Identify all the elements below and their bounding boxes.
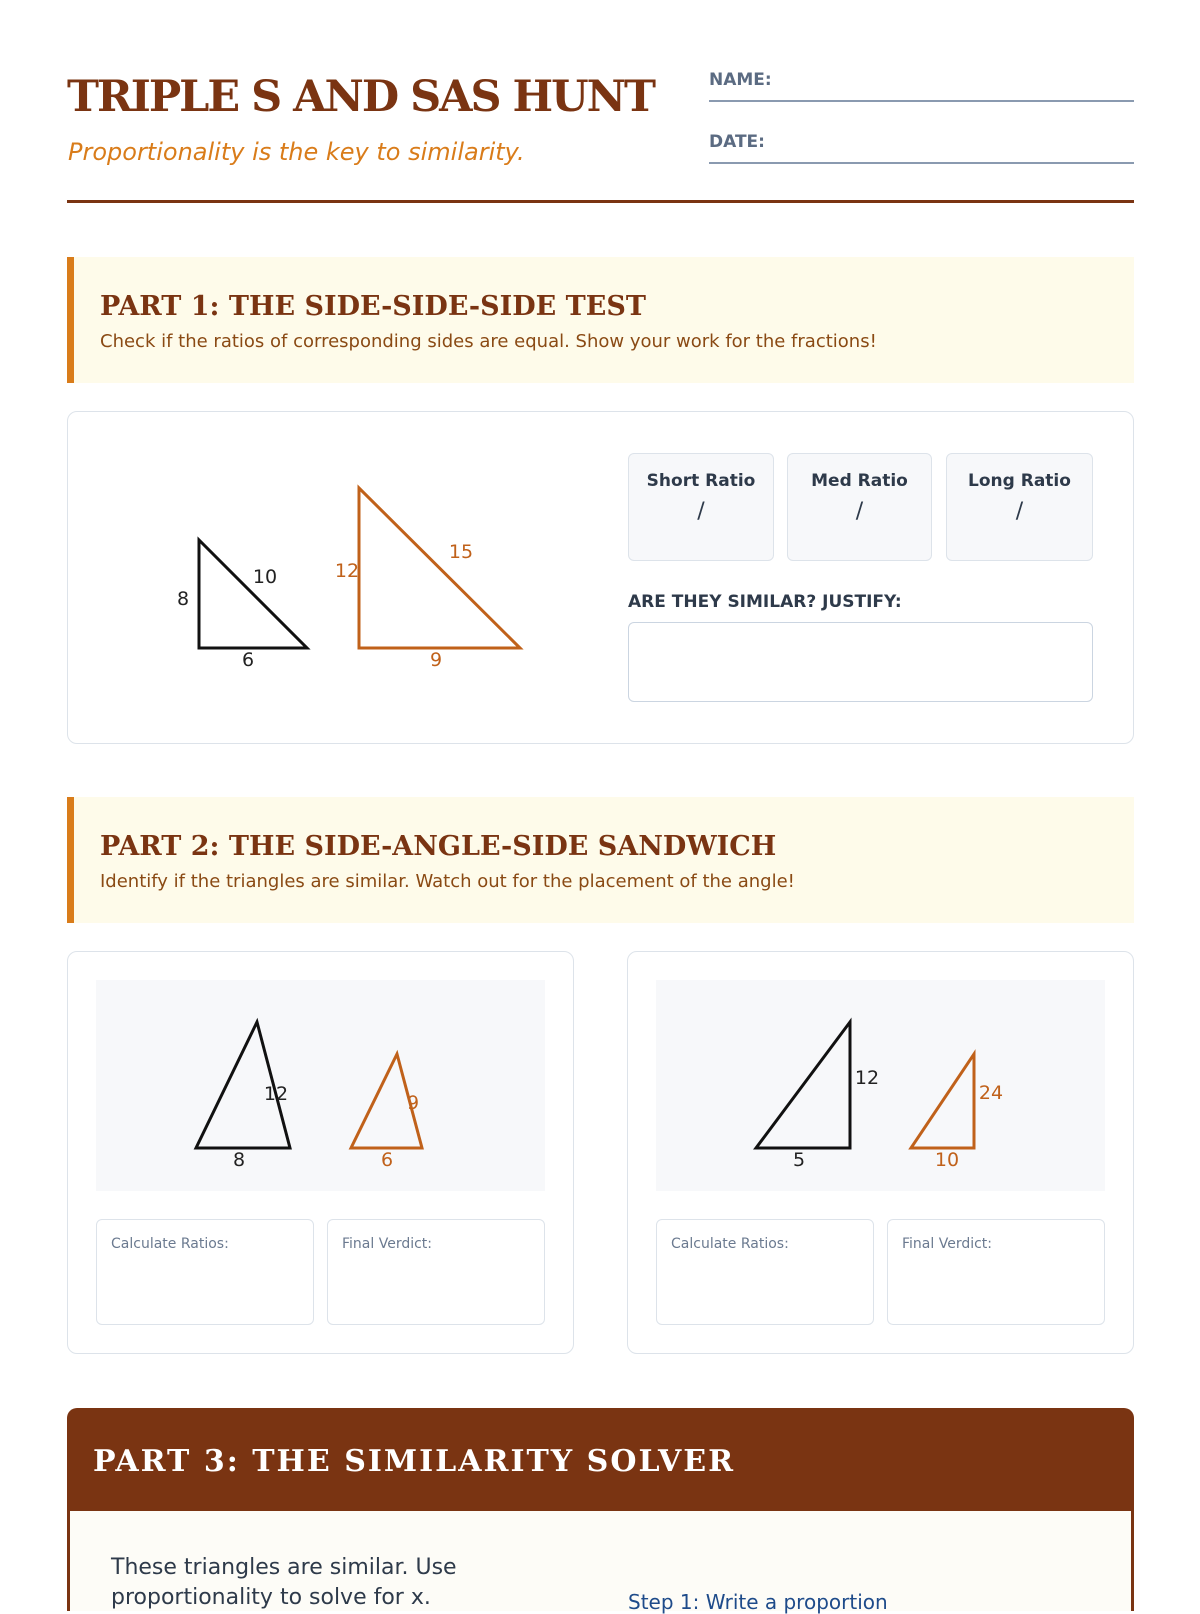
p2a-tri1-base-label: 8 bbox=[232, 1149, 246, 1171]
date-label: DATE: bbox=[709, 132, 765, 152]
p2b-triangle-1 bbox=[756, 1022, 850, 1148]
p2b-verdict-label: Final Verdict: bbox=[902, 1236, 993, 1252]
part1-heading: PART 1: THE SIDE-SIDE-SIDE TEST bbox=[100, 291, 646, 322]
header-divider bbox=[67, 200, 1134, 203]
part2-instructions: Identify if the triangles are similar. Watch out for the placement of the angle! bbox=[100, 871, 795, 892]
p2b-tri2-side-label: 24 bbox=[978, 1082, 1004, 1104]
part1-instructions: Check if the ratios of corresponding sides are equal. Show your work for the fractions! bbox=[100, 331, 877, 352]
date-field[interactable] bbox=[709, 162, 1134, 164]
large-triangle bbox=[359, 488, 520, 648]
p2b-triangle-2 bbox=[911, 1054, 974, 1148]
short-ratio-label: Short Ratio bbox=[646, 471, 756, 491]
p2b-tri2-base-label: 10 bbox=[934, 1149, 960, 1171]
part1-triangles-figure bbox=[160, 470, 540, 680]
small-side-a-label: 8 bbox=[176, 588, 190, 610]
page-subtitle: Proportionality is the key to similarity. bbox=[68, 138, 525, 166]
part3-heading: PART 3: THE SIMILARITY SOLVER bbox=[93, 1444, 736, 1479]
p2a-calculate-box[interactable] bbox=[96, 1219, 314, 1325]
part1-banner bbox=[67, 257, 1134, 383]
large-base-label: 9 bbox=[429, 649, 443, 671]
p2a-verdict-box[interactable] bbox=[327, 1219, 545, 1325]
small-triangle bbox=[199, 540, 307, 648]
p2b-verdict-box[interactable] bbox=[887, 1219, 1105, 1325]
p2b-tri1-base-label: 5 bbox=[792, 1149, 806, 1171]
small-base-label: 6 bbox=[241, 649, 255, 671]
long-ratio-value: / bbox=[1015, 499, 1024, 524]
part2-figure-2 bbox=[656, 980, 1105, 1191]
part2-heading: PART 2: THE SIDE-ANGLE-SIDE SANDWICH bbox=[100, 831, 777, 862]
part2-banner bbox=[67, 797, 1134, 923]
part2-figure-1 bbox=[96, 980, 545, 1191]
p2a-tri2-base-label: 6 bbox=[380, 1149, 394, 1171]
page-title: TRIPLE S AND SAS HUNT bbox=[67, 72, 654, 122]
part3-step-label: Step 1: Write a proportion bbox=[628, 1590, 888, 1614]
justify-answer-box[interactable] bbox=[628, 622, 1093, 702]
med-ratio-box[interactable] bbox=[787, 453, 932, 561]
p2a-tri1-side-label: 12 bbox=[263, 1083, 289, 1105]
long-ratio-label: Long Ratio bbox=[968, 471, 1071, 491]
small-hyp-label: 10 bbox=[252, 566, 278, 588]
p2b-calculate-box[interactable] bbox=[656, 1219, 874, 1325]
med-ratio-value: / bbox=[855, 499, 864, 524]
part3-header bbox=[67, 1408, 1134, 1511]
name-label: NAME: bbox=[709, 70, 772, 90]
med-ratio-label: Med Ratio bbox=[811, 471, 908, 491]
short-ratio-box[interactable] bbox=[628, 453, 774, 561]
p2b-tri1-side-label: 12 bbox=[854, 1067, 880, 1089]
p2a-verdict-label: Final Verdict: bbox=[342, 1236, 433, 1252]
short-ratio-value: / bbox=[697, 499, 705, 524]
p2a-calculate-label: Calculate Ratios: bbox=[111, 1236, 229, 1252]
p2a-tri2-side-label: 9 bbox=[406, 1092, 420, 1114]
large-hyp-label: 15 bbox=[448, 541, 474, 563]
justify-label: ARE THEY SIMILAR? JUSTIFY: bbox=[628, 592, 902, 612]
long-ratio-box[interactable] bbox=[946, 453, 1093, 561]
part3-instructions: These triangles are similar. Use proportionality to solve for x. bbox=[111, 1555, 457, 1610]
p2b-calculate-label: Calculate Ratios: bbox=[671, 1236, 789, 1252]
name-field[interactable] bbox=[709, 100, 1134, 102]
large-side-a-label: 12 bbox=[334, 560, 360, 582]
